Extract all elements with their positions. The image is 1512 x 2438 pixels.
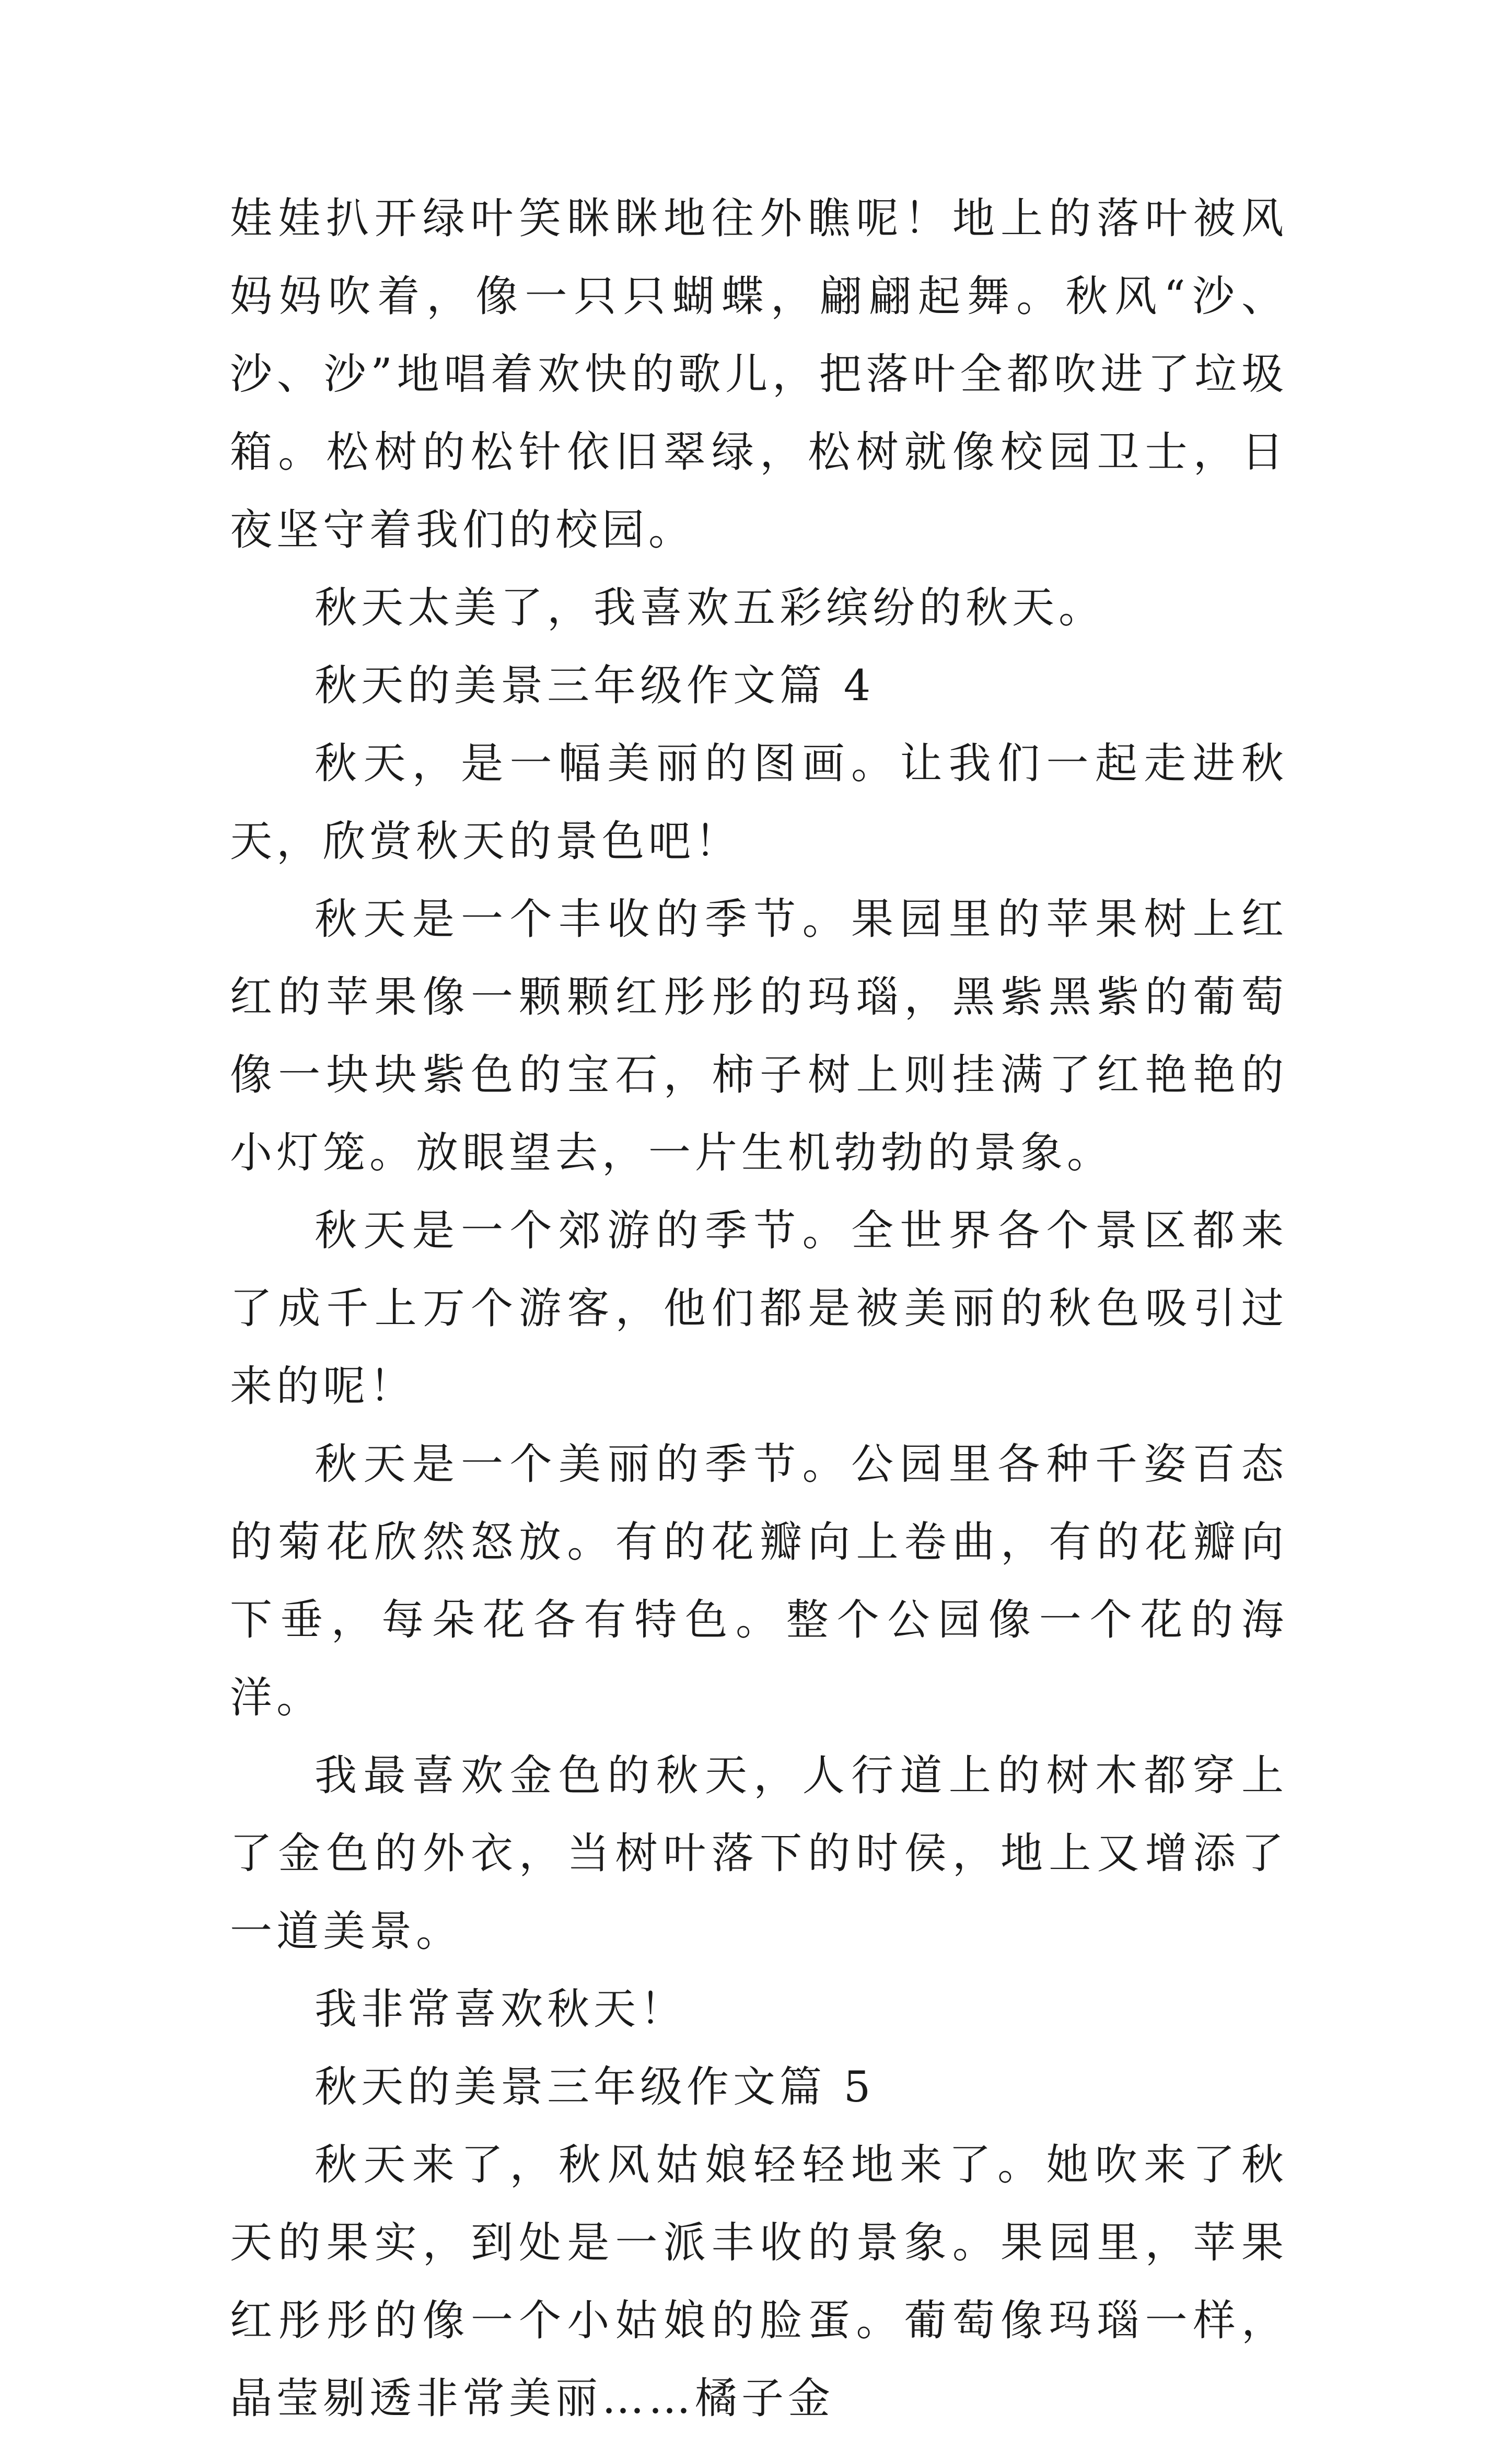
document-body [230,180,1288,2438]
paragraph: 秋天是一个丰收的季节。果园里的苹果树上红红的苹果像一颗颗红彤彤的玛瑙，黑紫黑紫的葡萄像一块块紫色的宝石，柿子树上则挂满了红艳艳的小灯笼。放眼望去，一片生机勃勃的景象。 [230,895,1288,1178]
section-heading: 秋天的美景三年级作文篇 4 [315,661,875,711]
paragraph: 我非常喜欢秋天！ [315,1985,687,2034]
paragraph: 秋天是一个美丽的季节。公园里各种千姿百态的菊花欣然怒放。有的花瓣向上卷曲，有的花瓣向下垂，每朵花各有特色。整个公园像一个花的海洋。 [230,1440,1288,1723]
paragraph: 秋天是一个郊游的季节。全世界各个景区都来了成千上万个游客，他们都是被美丽的秋色吸引过来的呢！ [230,1206,1288,1411]
paragraph: 秋天来了，秋风姑娘轻轻地来了。她吹来了秋天的果实，到处是一派丰收的景象。果园里，苹果红彤彤的像一个小姑娘的脸蛋。葡萄像玛瑙一样，晶莹剔透非常美丽……橘子金 [230,2141,1288,2423]
paragraph: 我最喜欢金色的秋天，人行道上的树木都穿上了金色的外衣，当树叶落下的时侯，地上又增添了一道美景。 [230,1751,1288,1956]
paragraph: 秋天太美了，我喜欢五彩缤纷的秋天。 [315,584,1106,633]
paragraph-continued: 娃娃扒开绿叶笑眯眯地往外瞧呢！地上的落叶被风妈妈吹着，像一只只蝴蝶，翩翩起舞。秋风“沙、沙、沙”地唱着欢快的歌儿，把落叶全都吹进了垃圾箱。松树的松针依旧翠绿，松树就像校园卫士，日夜坚守着我们的校园。 [230,194,1288,555]
section-heading: 秋天的美景三年级作文篇 5 [315,2063,875,2112]
paragraph: 秋天，是一幅美丽的图画。让我们一起走进秋天，欣赏秋天的景色吧！ [230,739,1288,866]
